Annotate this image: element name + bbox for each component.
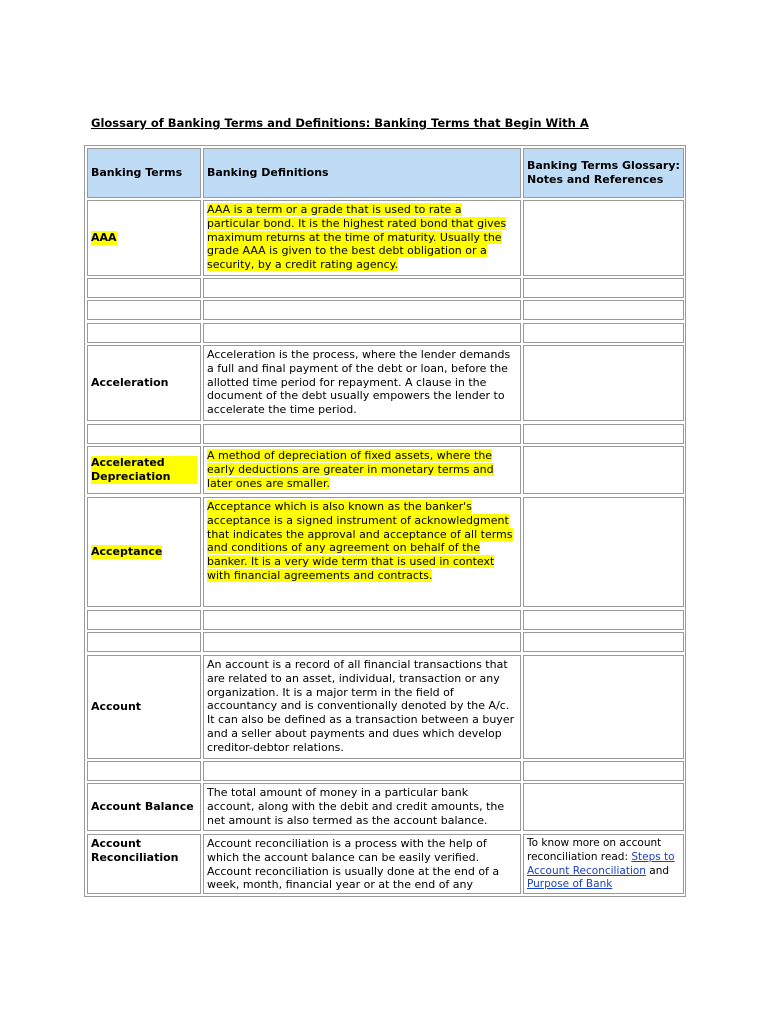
empty-cell — [87, 632, 201, 652]
header-banking-terms: Banking Terms — [87, 148, 201, 198]
empty-cell — [203, 300, 521, 320]
notes-cell — [523, 655, 684, 759]
empty-row — [85, 632, 685, 652]
empty-cell — [87, 610, 201, 630]
notes-cell — [523, 200, 684, 276]
notes-cell: To know more on account reconciliation read: Steps to Account Reconciliation and Purpose of Bank — [523, 834, 684, 894]
table-row — [85, 655, 685, 759]
empty-cell — [203, 761, 521, 781]
empty-cell — [87, 300, 201, 320]
empty-cell — [203, 424, 521, 444]
empty-cell — [87, 323, 201, 343]
empty-cell — [523, 300, 684, 320]
term-aaa: AAA — [91, 231, 117, 245]
empty-cell — [203, 323, 521, 343]
empty-row — [85, 300, 685, 320]
term-cell — [87, 345, 201, 421]
table-row — [85, 834, 685, 894]
term-cell — [87, 783, 201, 831]
definition-cell: Acceleration is the process, where the lender demands a full and final payment of the debt or loan, before the allotted time period for repayment. A clause in the document of the debt usually empowers the lender to accelerate the time period. — [203, 345, 521, 421]
term-account: Account — [91, 700, 142, 714]
term-cell — [87, 446, 201, 494]
term-acceptance: Acceptance — [91, 545, 163, 559]
definition-cell: A method of depreciation of fixed assets, where the early deductions are greater in monetary terms and later ones are smaller. — [203, 446, 521, 494]
empty-cell — [203, 278, 521, 298]
definition-cell: The total amount of money in a particular bank account, along with the debit and credit amounts, the net amount is also termed as the account balance. — [203, 783, 521, 831]
notes-cell — [523, 446, 684, 494]
empty-row — [85, 610, 685, 630]
empty-cell — [523, 424, 684, 444]
table-header-row — [85, 148, 685, 198]
header-notes-references: Banking Terms Glossary: Notes and References — [523, 148, 684, 198]
empty-cell — [523, 761, 684, 781]
empty-cell — [87, 761, 201, 781]
notes-cell — [523, 345, 684, 421]
empty-cell — [523, 632, 684, 652]
term-cell — [87, 200, 201, 276]
empty-cell — [203, 632, 521, 652]
steps-to-account-reconciliation-link[interactable]: Steps to Account Reconciliation — [527, 850, 675, 877]
term-accelerated-depreciation: Accelerated Depreciation — [91, 456, 197, 484]
empty-row — [85, 424, 685, 444]
page-title: Glossary of Banking Terms and Definitions: Banking Terms that Begin With A — [91, 116, 589, 130]
definition-cell: Acceptance which is also known as the banker's acceptance is a signed instrument of acknowledgment that indicates the approval and acceptance of all terms and conditions of any agreement on behalf of the banker. It is a very wide term that is used in context with financial agreements and contracts. — [203, 497, 521, 607]
empty-cell — [87, 278, 201, 298]
definition-cell: AAA is a term or a grade that is used to rate a particular bond. It is the highest rated bond that gives maximum returns at the time of maturity. Usually the grade AAA is given to the best debt obligation or a security, by a credit rating agency. — [203, 200, 521, 276]
empty-cell — [523, 610, 684, 630]
empty-row — [85, 278, 685, 298]
notes-cell — [523, 497, 684, 607]
term-cell — [87, 655, 201, 759]
table-row — [85, 497, 685, 607]
empty-cell — [523, 278, 684, 298]
empty-row — [85, 761, 685, 781]
header-banking-definitions: Banking Definitions — [203, 148, 521, 198]
purpose-of-bank-link[interactable]: Purpose of Bank — [527, 878, 613, 891]
empty-cell — [87, 424, 201, 444]
term-account-balance: Account Balance — [91, 800, 194, 814]
definition-cell: Account reconciliation is a process with the help of which the account balance can be easily verified. Account reconciliation is usually done at the end of a week, month, financial year or at the end of any — [203, 834, 521, 894]
notes-cell — [523, 783, 684, 831]
table-row — [85, 446, 685, 494]
empty-cell — [203, 610, 521, 630]
table-row — [85, 783, 685, 831]
empty-cell — [523, 323, 684, 343]
term-acceleration: Acceleration — [91, 376, 169, 390]
term-cell — [87, 497, 201, 607]
empty-row — [85, 323, 685, 343]
table-row — [85, 200, 685, 276]
glossary-table — [84, 145, 686, 897]
definition-cell: An account is a record of all financial transactions that are related to an asset, individual, transaction or any organization. It is a major term in the field of accountancy and is conventionally denoted by the A/c. It can also be defined as a transaction between a buyer and a seller about payments and dues which develop creditor-debtor relations. — [203, 655, 521, 759]
term-cell — [87, 834, 201, 894]
term-account-reconciliation: Account Reconciliation — [91, 837, 179, 864]
table-row — [85, 345, 685, 421]
